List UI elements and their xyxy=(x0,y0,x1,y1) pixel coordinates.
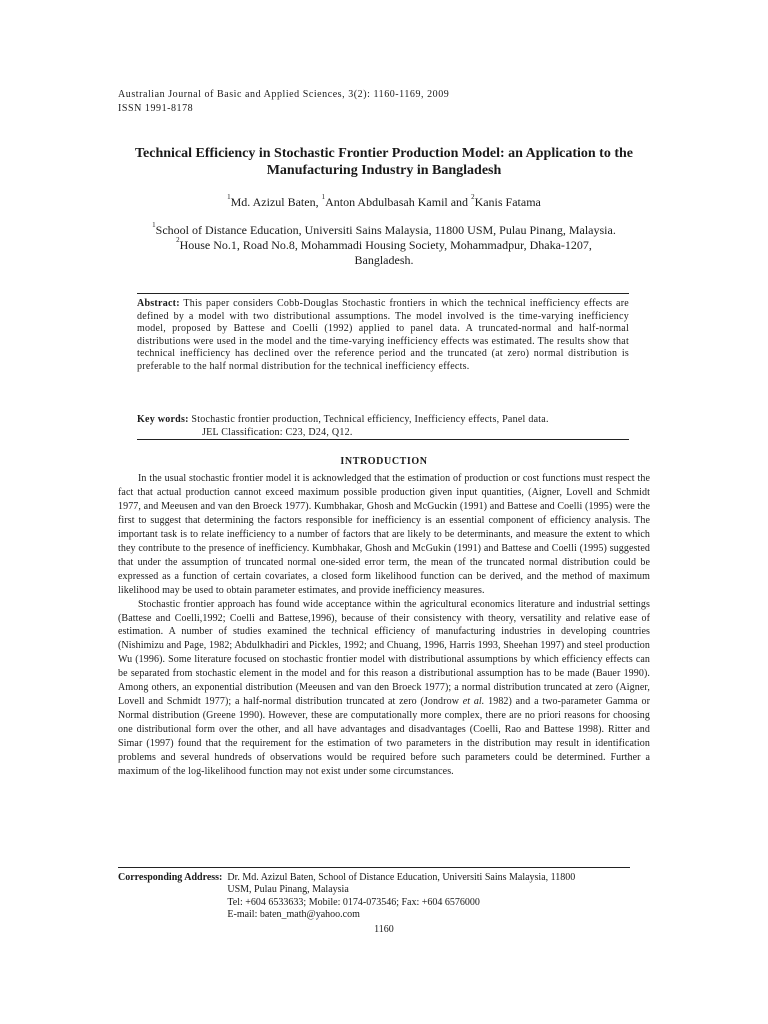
affiliation-2-mark: 2 xyxy=(176,236,180,244)
author-list xyxy=(118,195,650,210)
author-2: Anton Abdulbasah Kamil and xyxy=(325,195,472,209)
paper-title xyxy=(118,145,650,179)
keywords-label: Key words: xyxy=(137,414,189,425)
affiliation-1-mark: 1 xyxy=(152,221,156,229)
author-3-affiliation-mark: 2 xyxy=(471,193,475,201)
journal-issn: ISSN 1991-8178 xyxy=(118,102,194,114)
abstract xyxy=(137,298,629,374)
author-3: Kanis Fatama xyxy=(474,195,541,209)
corresponding-line-1: Dr. Md. Azizul Baten, School of Distance Education, Universiti Sains Malaysia, 11800 xyxy=(227,872,576,883)
abstract-label: Abstract: xyxy=(137,298,180,309)
affiliations xyxy=(150,223,618,268)
keywords xyxy=(137,414,629,439)
paragraph-2 xyxy=(118,598,650,779)
affiliation-1-text: School of Distance Education, Universiti Sains Malaysia, 11800 USM, Pulau Pinang, Malaysia. xyxy=(155,223,616,237)
keywords-text: Stochastic frontier production, Technical efficiency, Inefficiency effects, Panel data. xyxy=(188,414,549,425)
jel-classification: JEL Classification: C23, D24, Q12. xyxy=(202,426,353,438)
abstract-top-rule xyxy=(137,293,629,294)
paragraph-2-continuation: 1982) and a two-parameter Gamma or Normal distribution (Greene 1990). However, these are computationally more complex, there are no priori reasons for choosing one distributional form over the other, and all have advantages and disadvantages (Coelli, Rao and Battese 1998). Ritter and Simar (1997) found that the requirement for the estimation of two parameters in the distribution may result in identification problems and several hundreds of observations would be required before such parameters could be determined. Further a maximum of the log-likelihood function may not exist under some circumstances. xyxy=(118,696,650,778)
author-1-affiliation-mark: 1 xyxy=(227,193,231,201)
paragraph-1: In the usual stochastic frontier model it is acknowledged that the estimation of production or cost functions must respect the fact that actual production cannot exceed maximum possible production given input quantities, (Aigner, Lovell and Schmidt 1977, and Meeusen and van den Broeck 1977). Kumbhakar, Ghosh and McGuckin (1991) and Battese and Coelli (1995) were the first to suggest that determining the factors responsible for inefficiency is an essential component of efficiency analysis. The important task is to relate inefficiency to a number of factors that are likely to be determinants, and measure the extent to which they contribute to the presence of inefficiency. Kumbhakar, Ghosh and McGukin (1991) and Battese and Coelli (1995) suggested that under the assumption of truncated normal one-sided error term, the mean of the truncated normal distribution could be expressed as a function of certain covariates, a closed form likelihood function can be derived, and the method of maximum likelihood may be used to obtain parameter estimates, and provide inefficiency measures. xyxy=(118,473,650,596)
journal-citation: Australian Journal of Basic and Applied Sciences, 3(2): 1160-1169, 2009 xyxy=(118,89,450,100)
affiliation-1 xyxy=(150,223,618,238)
page-number: 1160 xyxy=(374,924,394,935)
abstract-bottom-rule xyxy=(137,439,629,440)
paper-title-line-1: Technical Efficiency in Stochastic Frontier Production Model: an Application to the xyxy=(134,146,634,161)
corresponding-email: E-mail: baten_math@yahoo.com xyxy=(227,909,360,921)
author-1: Md. Azizul Baten, xyxy=(230,195,322,209)
section-heading: INTRODUCTION xyxy=(340,456,428,467)
author-2-affiliation-mark: 1 xyxy=(321,193,326,201)
keywords-line xyxy=(137,414,629,427)
affiliation-2 xyxy=(150,238,618,268)
corresponding-line-3: Tel: +604 6533633; Mobile: 0174-073546; Fax: +604 6576000 xyxy=(227,896,480,908)
corresponding-address-details xyxy=(227,872,575,922)
corresponding-address-label: Corresponding Address: xyxy=(118,872,223,883)
paper-title-line-2: Manufacturing Industry in Bangladesh xyxy=(266,163,502,178)
abstract-text: This paper considers Cobb-Douglas Stochastic frontiers in which the technical inefficiency effects are defined by a model with two distributional assumptions. The model involved is the time-varying inefficiency model, proposed by Battese and Coelli (1992) applied to panel data. A truncated-normal and half-normal distributions were used in the model and the time-varying inefficiency effects was estimated. The results show that technical inefficiency has declined over the reference period and the truncated (at zero) normal distribution is preferable to the half normal distribution for the technical inefficiency effects. xyxy=(137,298,629,372)
paragraph-2-emphasis: et al. xyxy=(462,696,485,708)
journal-header xyxy=(118,88,449,115)
body-text xyxy=(118,472,650,779)
paragraph-2-text: Stochastic frontier approach has found wide acceptance within the agricultural economics literature and industrial settings (Battese and Coelli,1992; Coelli and Battese,1996), because of their consistency with theory, versatility and relative ease of estimation. A number of studies examined the technical efficiency of manufacturing industries in developing countries (Nishimizu and Page, 1982; Abdulkhadiri and Pickles, 1992; and Chuang, 1996, Harris 1993, Sheehan 1997) and steel production Wu (1996). Some literature focused on stochastic frontier model with distributional assumptions by which efficiency effects can be separated from stochastic element in the model and for this reason a distributional assumption has to be made (Bauer 1990). Among others, an exponential distribution (Meeusen and van den Broeck 1977); a normal distribution truncated at zero (Aigner, Lovell and Schmidt 1977); a half-normal distribution truncated at zero (Jondrow xyxy=(118,598,650,708)
corresponding-address xyxy=(118,872,575,922)
footnote-rule xyxy=(118,867,630,868)
corresponding-line-2: USM, Pulau Pinang, Malaysia xyxy=(227,884,349,896)
affiliation-2-text: House No.1, Road No.8, Mohammadi Housing Society, Mohammadpur, Dhaka-1207, Bangladesh. xyxy=(179,238,592,267)
